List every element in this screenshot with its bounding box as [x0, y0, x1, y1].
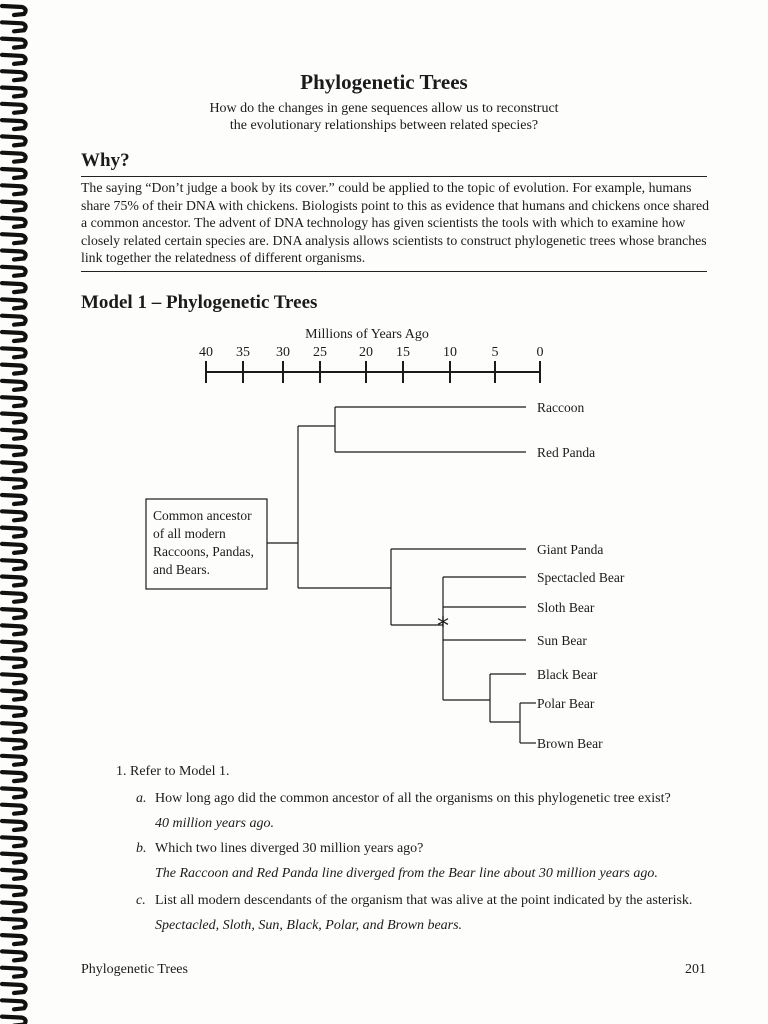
species-polar-bear: Polar Bear — [537, 696, 595, 711]
question-a-text: How long ago did the common ancestor of all the organisms on this phylogenetic tree exist? — [155, 791, 671, 806]
timeline-tick-label: 30 — [276, 345, 290, 360]
ancestor-label-1: Common ancestor — [153, 508, 252, 523]
asterisk-marker: * — [437, 612, 449, 640]
timeline-tick-label: 10 — [443, 345, 457, 360]
timeline-tick-label: 15 — [396, 345, 410, 360]
species-red-panda: Red Panda — [537, 445, 596, 460]
footer-title: Phylogenetic Trees — [81, 962, 188, 977]
timeline-tick-label: 40 — [199, 345, 213, 360]
answer-c: Spectacled, Sloth, Sun, Black, Polar, and Brown bears. — [155, 918, 463, 933]
ancestor-label-2: of all modern — [153, 526, 226, 541]
species-black-bear: Black Bear — [537, 667, 598, 682]
species-brown-bear: Brown Bear — [537, 736, 603, 751]
species-sun-bear: Sun Bear — [537, 633, 587, 648]
answer-a: 40 million years ago. — [155, 816, 274, 831]
why-heading: Why? — [81, 150, 130, 171]
question-b-text: Which two lines diverged 30 million years ago? — [155, 841, 424, 856]
why-paragraph: The saying “Don’t judge a book by its cover.” could be applied to the topic of evolution. For example, humans share 75% of their DNA with chickens. Biologists point to this as evidence that humans and chickens once shared a common ancestor. The advent of DNA technology has given scientists the tools with which to examine how closely related certain species are. DNA analysis allows scientists to construct phylogenetic trees whose branches link together the relatedness of different organisms. — [81, 180, 710, 266]
question-c-text: List all modern descendants of the organism that was alive at the point indicated by the asterisk. — [155, 893, 693, 908]
ancestor-label-3: Raccoons, Pandas, — [153, 544, 254, 559]
question-1: 1. Refer to Model 1. — [116, 764, 230, 779]
question-c-letter: c. — [136, 893, 146, 908]
species-raccoon: Raccoon — [537, 400, 585, 415]
timeline-tick-label: 0 — [536, 345, 544, 360]
timeline-tick-label: 25 — [313, 345, 327, 360]
question-b-letter: b. — [136, 841, 147, 856]
ancestor-label-4: and Bears. — [153, 562, 210, 577]
model-heading: Model 1 – Phylogenetic Trees — [81, 292, 318, 313]
footer-page-number: 201 — [685, 962, 706, 977]
subtitle-text: How do the changes in gene sequences allow us to reconstruct the evolutionary relationships between related species? — [209, 101, 559, 133]
timeline-tick-label: 5 — [491, 345, 499, 360]
timeline-tick-label: 20 — [359, 345, 373, 360]
question-a-letter: a. — [136, 791, 147, 806]
species-sloth-bear: Sloth Bear — [537, 600, 595, 615]
species-giant-panda: Giant Panda — [537, 542, 604, 557]
page-title: Phylogenetic Trees — [300, 70, 468, 94]
axis-title: Millions of Years Ago — [305, 327, 429, 342]
timeline-tick-label: 35 — [236, 345, 250, 360]
species-spectacled-bear: Spectacled Bear — [537, 570, 625, 585]
answer-b: The Raccoon and Red Panda line diverged from the Bear line about 30 million years ago. — [155, 866, 658, 881]
